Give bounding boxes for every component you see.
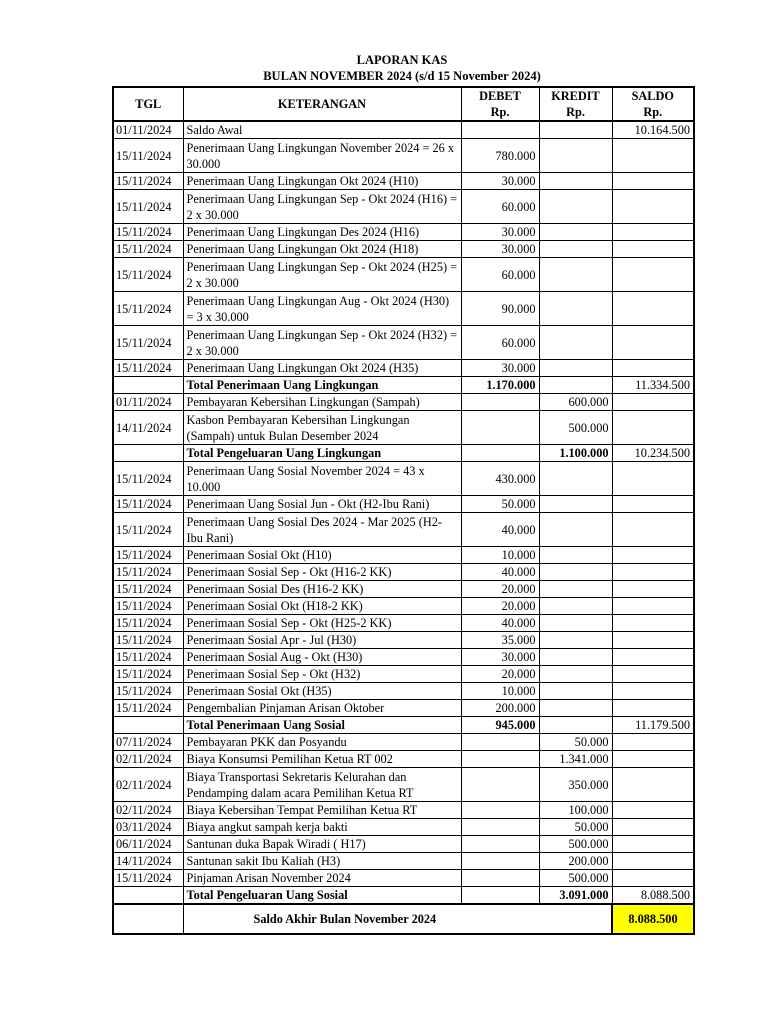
final-balance-value: 8.088.500	[612, 904, 694, 934]
debet-cell: 90.000	[461, 292, 539, 326]
saldo-cell	[612, 513, 694, 547]
debet-cell: 10.000	[461, 683, 539, 700]
total-row	[113, 445, 694, 462]
saldo-cell	[612, 326, 694, 360]
kredit-cell	[539, 292, 612, 326]
table-row	[113, 258, 694, 292]
debet-cell	[461, 887, 539, 905]
table-row	[113, 751, 694, 768]
saldo-cell	[612, 547, 694, 564]
debet-cell: 20.000	[461, 598, 539, 615]
total-row	[113, 377, 694, 394]
header-debet: DEBET Rp.	[461, 87, 539, 121]
header-kredit: KREDIT Rp.	[539, 87, 612, 121]
date-cell: 02/11/2024	[113, 751, 183, 768]
debet-cell: 40.000	[461, 513, 539, 547]
debet-cell: 945.000	[461, 717, 539, 734]
saldo-cell	[612, 173, 694, 190]
description-cell: Biaya Konsumsi Pemilihan Ketua RT 002	[183, 751, 461, 768]
description-cell: Penerimaan Uang Lingkungan Okt 2024 (H18)	[183, 241, 461, 258]
table-row	[113, 649, 694, 666]
report-title: LAPORAN KAS	[356, 53, 448, 67]
saldo-cell	[612, 258, 694, 292]
debet-cell: 30.000	[461, 649, 539, 666]
table-row	[113, 700, 694, 717]
kredit-cell	[539, 615, 612, 632]
description-cell: Kasbon Pembayaran Kebersihan Lingkungan (Sampah) untuk Bulan Desember 2024	[183, 411, 461, 445]
table-row	[113, 513, 694, 547]
debet-cell: 200.000	[461, 700, 539, 717]
date-cell: 03/11/2024	[113, 819, 183, 836]
description-cell: Pembayaran PKK dan Posyandu	[183, 734, 461, 751]
table-row	[113, 326, 694, 360]
saldo-cell	[612, 683, 694, 700]
date-cell: 15/11/2024	[113, 139, 183, 173]
saldo-cell	[612, 768, 694, 802]
date-cell	[113, 717, 183, 734]
date-cell	[113, 377, 183, 394]
description-cell: Pembayaran Kebersihan Lingkungan (Sampah)	[183, 394, 461, 411]
date-cell: 01/11/2024	[113, 394, 183, 411]
date-cell: 15/11/2024	[113, 224, 183, 241]
description-cell: Penerimaan Uang Lingkungan Okt 2024 (H35)	[183, 360, 461, 377]
saldo-cell	[612, 870, 694, 887]
saldo-cell: 10.234.500	[612, 445, 694, 462]
date-cell: 15/11/2024	[113, 241, 183, 258]
kredit-cell	[539, 700, 612, 717]
table-row	[113, 598, 694, 615]
kredit-cell: 1.100.000	[539, 445, 612, 462]
kredit-cell	[539, 462, 612, 496]
debet-cell	[461, 734, 539, 751]
table-row	[113, 853, 694, 870]
kredit-cell	[539, 173, 612, 190]
saldo-cell	[612, 224, 694, 241]
table-row	[113, 666, 694, 683]
description-cell: Penerimaan Uang Lingkungan Sep - Okt 2024 (H32) = 2 x 30.000	[183, 326, 461, 360]
total-row	[113, 717, 694, 734]
saldo-cell	[612, 360, 694, 377]
saldo-cell	[612, 853, 694, 870]
description-cell: Pengembalian Pinjaman Arisan Oktober	[183, 700, 461, 717]
saldo-cell	[612, 666, 694, 683]
table-row	[113, 683, 694, 700]
saldo-cell	[612, 394, 694, 411]
saldo-cell: 11.179.500	[612, 717, 694, 734]
kredit-cell	[539, 377, 612, 394]
description-cell: Penerimaan Sosial Apr - Jul (H30)	[183, 632, 461, 649]
kredit-cell	[539, 717, 612, 734]
debet-cell	[461, 836, 539, 853]
kredit-cell	[539, 513, 612, 547]
date-cell: 15/11/2024	[113, 258, 183, 292]
description-cell: Penerimaan Sosial Okt (H18-2 KK)	[183, 598, 461, 615]
table-row	[113, 190, 694, 224]
kredit-cell: 200.000	[539, 853, 612, 870]
debet-cell: 40.000	[461, 564, 539, 581]
debet-cell	[461, 768, 539, 802]
date-cell: 15/11/2024	[113, 564, 183, 581]
table-row	[113, 292, 694, 326]
kredit-cell: 1.341.000	[539, 751, 612, 768]
saldo-cell: 8.088.500	[612, 887, 694, 905]
kredit-cell	[539, 224, 612, 241]
kredit-cell	[539, 666, 612, 683]
kredit-cell: 100.000	[539, 802, 612, 819]
description-cell: Penerimaan Sosial Sep - Okt (H16-2 KK)	[183, 564, 461, 581]
table-row	[113, 462, 694, 496]
debet-cell	[461, 870, 539, 887]
date-cell: 15/11/2024	[113, 326, 183, 360]
date-cell	[113, 445, 183, 462]
table-row	[113, 581, 694, 598]
kredit-cell	[539, 649, 612, 666]
kredit-cell: 600.000	[539, 394, 612, 411]
description-cell: Penerimaan Sosial Okt (H10)	[183, 547, 461, 564]
description-cell: Pinjaman Arisan November 2024	[183, 870, 461, 887]
debet-cell: 30.000	[461, 241, 539, 258]
description-cell: Penerimaan Uang Sosial Jun - Okt (H2-Ibu Rani)	[183, 496, 461, 513]
debet-cell	[461, 802, 539, 819]
saldo-cell	[612, 734, 694, 751]
saldo-cell	[612, 751, 694, 768]
table-row	[113, 547, 694, 564]
date-cell: 15/11/2024	[113, 649, 183, 666]
kredit-cell	[539, 632, 612, 649]
date-cell: 02/11/2024	[113, 802, 183, 819]
description-cell: Biaya Transportasi Sekretaris Kelurahan dan Pendamping dalam acara Pemilihan Ketua RT	[183, 768, 461, 802]
table-row	[113, 819, 694, 836]
saldo-cell	[612, 462, 694, 496]
debet-cell	[461, 411, 539, 445]
kredit-cell: 500.000	[539, 870, 612, 887]
date-cell: 15/11/2024	[113, 700, 183, 717]
debet-cell: 1.170.000	[461, 377, 539, 394]
debet-cell: 20.000	[461, 581, 539, 598]
kredit-cell	[539, 564, 612, 581]
debet-cell: 50.000	[461, 496, 539, 513]
debet-cell: 10.000	[461, 547, 539, 564]
kredit-cell	[539, 547, 612, 564]
date-cell: 15/11/2024	[113, 360, 183, 377]
date-cell: 15/11/2024	[113, 496, 183, 513]
saldo-cell	[612, 836, 694, 853]
saldo-cell	[612, 649, 694, 666]
saldo-cell: 11.334.500	[612, 377, 694, 394]
debet-cell	[461, 121, 539, 139]
report-subtitle: BULAN NOVEMBER 2024 (s/d 15 November 2024)	[263, 69, 541, 83]
final-balance-label: Saldo Akhir Bulan November 2024	[183, 904, 612, 934]
kredit-cell	[539, 360, 612, 377]
kredit-cell	[539, 258, 612, 292]
description-cell: Penerimaan Sosial Okt (H35)	[183, 683, 461, 700]
debet-cell: 60.000	[461, 258, 539, 292]
final-tgl-cell	[113, 904, 183, 934]
debet-cell: 20.000	[461, 666, 539, 683]
date-cell: 14/11/2024	[113, 853, 183, 870]
kredit-cell	[539, 241, 612, 258]
kredit-cell: 50.000	[539, 734, 612, 751]
saldo-cell	[612, 190, 694, 224]
date-cell: 06/11/2024	[113, 836, 183, 853]
date-cell: 15/11/2024	[113, 581, 183, 598]
description-cell: Santunan duka Bapak Wiradi ( H17)	[183, 836, 461, 853]
description-cell: Total Penerimaan Uang Lingkungan	[183, 377, 461, 394]
date-cell: 15/11/2024	[113, 615, 183, 632]
table-row	[113, 870, 694, 887]
description-cell: Penerimaan Uang Lingkungan Sep - Okt 2024 (H16) = 2 x 30.000	[183, 190, 461, 224]
table-row	[113, 173, 694, 190]
table-row	[113, 224, 694, 241]
description-cell: Penerimaan Uang Lingkungan Sep - Okt 2024 (H25) = 2 x 30.000	[183, 258, 461, 292]
description-cell: Penerimaan Sosial Des (H16-2 KK)	[183, 581, 461, 598]
description-cell: Penerimaan Uang Lingkungan November 2024 = 26 x 30.000	[183, 139, 461, 173]
debet-cell	[461, 394, 539, 411]
table-row	[113, 615, 694, 632]
cash-ledger-table	[112, 86, 695, 935]
description-cell: Penerimaan Sosial Aug - Okt (H30)	[183, 649, 461, 666]
date-cell: 15/11/2024	[113, 462, 183, 496]
date-cell: 15/11/2024	[113, 598, 183, 615]
kredit-cell: 500.000	[539, 411, 612, 445]
saldo-cell	[612, 598, 694, 615]
table-row	[113, 836, 694, 853]
total-row	[113, 887, 694, 905]
debet-cell: 780.000	[461, 139, 539, 173]
debet-cell: 430.000	[461, 462, 539, 496]
kredit-cell: 50.000	[539, 819, 612, 836]
description-cell: Saldo Awal	[183, 121, 461, 139]
saldo-cell	[612, 615, 694, 632]
kredit-cell	[539, 496, 612, 513]
debet-cell: 35.000	[461, 632, 539, 649]
date-cell: 15/11/2024	[113, 173, 183, 190]
debet-cell	[461, 751, 539, 768]
date-cell: 07/11/2024	[113, 734, 183, 751]
table-row	[113, 564, 694, 581]
date-cell: 15/11/2024	[113, 190, 183, 224]
description-cell: Penerimaan Sosial Sep - Okt (H25-2 KK)	[183, 615, 461, 632]
table-row	[113, 360, 694, 377]
saldo-cell: 10.164.500	[612, 121, 694, 139]
description-cell: Penerimaan Uang Sosial Des 2024 - Mar 2025 (H2-Ibu Rani)	[183, 513, 461, 547]
saldo-cell	[612, 292, 694, 326]
kredit-cell: 350.000	[539, 768, 612, 802]
table-row	[113, 139, 694, 173]
saldo-cell	[612, 802, 694, 819]
description-cell: Total Pengeluaran Uang Lingkungan	[183, 445, 461, 462]
debet-cell	[461, 445, 539, 462]
description-cell: Total Pengeluaran Uang Sosial	[183, 887, 461, 905]
description-cell: Biaya angkut sampah kerja bakti	[183, 819, 461, 836]
date-cell: 14/11/2024	[113, 411, 183, 445]
saldo-cell	[612, 819, 694, 836]
description-cell: Penerimaan Uang Sosial November 2024 = 43 x 10.000	[183, 462, 461, 496]
header-row	[113, 87, 694, 121]
table-row	[113, 768, 694, 802]
kredit-cell	[539, 121, 612, 139]
saldo-cell	[612, 632, 694, 649]
description-cell: Biaya Kebersihan Tempat Pemilihan Ketua RT	[183, 802, 461, 819]
debet-cell: 30.000	[461, 360, 539, 377]
saldo-cell	[612, 564, 694, 581]
date-cell: 15/11/2024	[113, 870, 183, 887]
table-row	[113, 411, 694, 445]
kredit-cell	[539, 139, 612, 173]
table-row	[113, 121, 694, 139]
table-row	[113, 734, 694, 751]
saldo-cell	[612, 581, 694, 598]
date-cell: 15/11/2024	[113, 292, 183, 326]
header-tgl: TGL	[113, 87, 183, 121]
date-cell: 02/11/2024	[113, 768, 183, 802]
debet-cell: 40.000	[461, 615, 539, 632]
date-cell: 15/11/2024	[113, 666, 183, 683]
date-cell	[113, 887, 183, 905]
description-cell: Penerimaan Uang Lingkungan Aug - Okt 2024 (H30) = 3 x 30.000	[183, 292, 461, 326]
ledger-body	[113, 121, 694, 904]
kredit-cell	[539, 598, 612, 615]
debet-cell	[461, 853, 539, 870]
saldo-cell	[612, 700, 694, 717]
table-row	[113, 241, 694, 258]
kredit-cell	[539, 190, 612, 224]
debet-cell: 60.000	[461, 326, 539, 360]
debet-cell	[461, 819, 539, 836]
table-row	[113, 802, 694, 819]
description-cell: Penerimaan Uang Lingkungan Des 2024 (H16)	[183, 224, 461, 241]
kredit-cell: 500.000	[539, 836, 612, 853]
saldo-cell	[612, 139, 694, 173]
saldo-cell	[612, 241, 694, 258]
description-cell: Total Penerimaan Uang Sosial	[183, 717, 461, 734]
debet-cell: 60.000	[461, 190, 539, 224]
description-cell: Santunan sakit Ibu Kaliah (H3)	[183, 853, 461, 870]
description-cell: Penerimaan Uang Lingkungan Okt 2024 (H10)	[183, 173, 461, 190]
kredit-cell	[539, 683, 612, 700]
header-saldo: SALDO Rp.	[612, 87, 694, 121]
header-keterangan: KETERANGAN	[183, 87, 461, 121]
table-row	[113, 496, 694, 513]
date-cell: 15/11/2024	[113, 683, 183, 700]
debet-cell: 30.000	[461, 173, 539, 190]
table-row	[113, 394, 694, 411]
final-balance-row	[113, 904, 694, 934]
date-cell: 15/11/2024	[113, 547, 183, 564]
description-cell: Penerimaan Sosial Sep - Okt (H32)	[183, 666, 461, 683]
table-row	[113, 632, 694, 649]
date-cell: 15/11/2024	[113, 513, 183, 547]
debet-cell: 30.000	[461, 224, 539, 241]
saldo-cell	[612, 496, 694, 513]
date-cell: 01/11/2024	[113, 121, 183, 139]
kredit-cell	[539, 326, 612, 360]
saldo-cell	[612, 411, 694, 445]
kredit-cell: 3.091.000	[539, 887, 612, 905]
date-cell: 15/11/2024	[113, 632, 183, 649]
kredit-cell	[539, 581, 612, 598]
